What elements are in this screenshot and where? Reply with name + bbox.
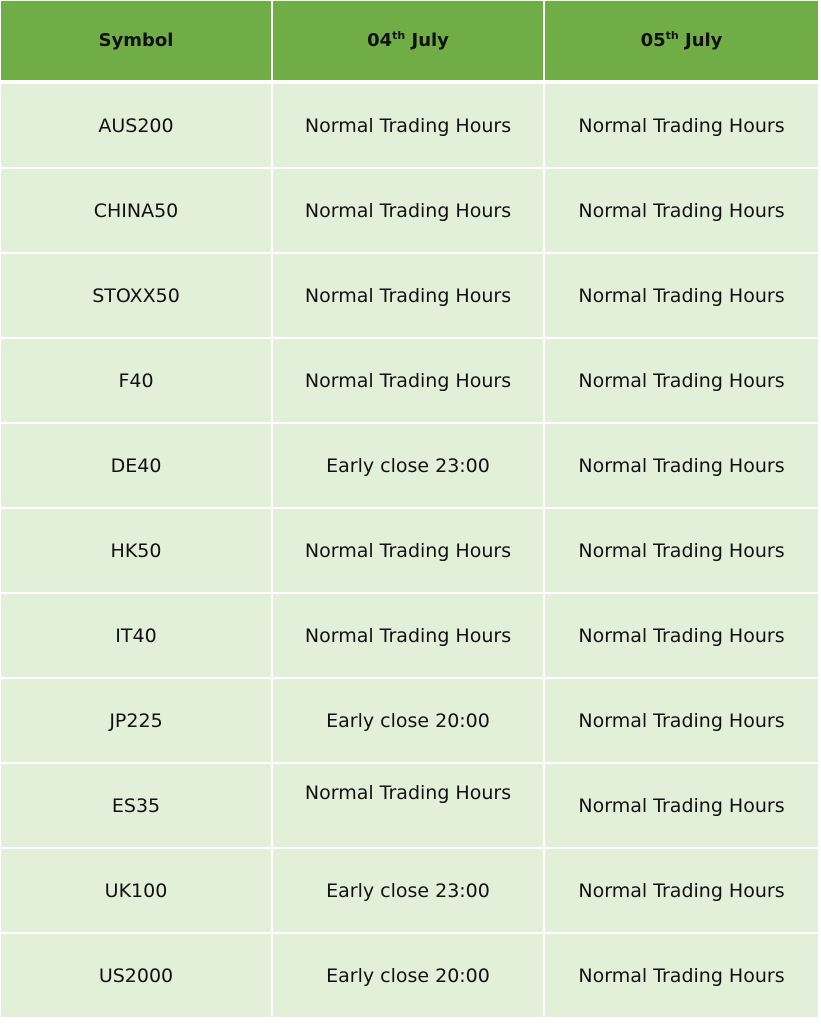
day2-cell: Normal Trading Hours [545,764,818,849]
day1-cell: Normal Trading Hours [273,169,545,254]
day2-cell: Normal Trading Hours [545,849,818,934]
symbol-cell: US2000 [1,934,273,1019]
day1-cell: Normal Trading Hours [273,594,545,679]
day1-cell: Normal Trading Hours [273,254,545,339]
symbol-cell: IT40 [1,594,273,679]
day2-cell: Normal Trading Hours [545,424,818,509]
symbol-cell: ES35 [1,764,273,849]
day2-cell: Normal Trading Hours [545,934,818,1019]
header-day2 [545,1,818,84]
day1-cell: Normal Trading Hours [273,764,545,849]
header-symbol-label: Symbol [98,30,174,51]
day1-cell: Normal Trading Hours [273,339,545,424]
day2-cell: Normal Trading Hours [545,169,818,254]
day2-cell: Normal Trading Hours [545,679,818,764]
header-day1 [273,1,545,84]
day2-cell: Normal Trading Hours [545,84,818,169]
day2-cell: Normal Trading Hours [545,509,818,594]
day1-cell: Early close 20:00 [273,934,545,1019]
symbol-cell: F40 [1,339,273,424]
symbol-cell: UK100 [1,849,273,934]
symbol-cell: CHINA50 [1,169,273,254]
day1-cell: Early close 23:00 [273,424,545,509]
day1-cell: Normal Trading Hours [273,84,545,169]
symbol-cell: AUS200 [1,84,273,169]
symbol-cell: STOXX50 [1,254,273,339]
day2-cell: Normal Trading Hours [545,594,818,679]
day1-cell: Early close 20:00 [273,679,545,764]
day1-cell: Normal Trading Hours [273,509,545,594]
symbol-cell: DE40 [1,424,273,509]
day2-cell: Normal Trading Hours [545,339,818,424]
symbol-cell: JP225 [1,679,273,764]
day1-cell: Early close 23:00 [273,849,545,934]
header-day1-label: 04th July [367,29,449,51]
header-symbol [1,1,273,84]
header-day2-label: 05th July [640,29,723,51]
symbol-cell: HK50 [1,509,273,594]
trading-hours-table [1,1,818,1019]
day2-cell: Normal Trading Hours [545,254,818,339]
